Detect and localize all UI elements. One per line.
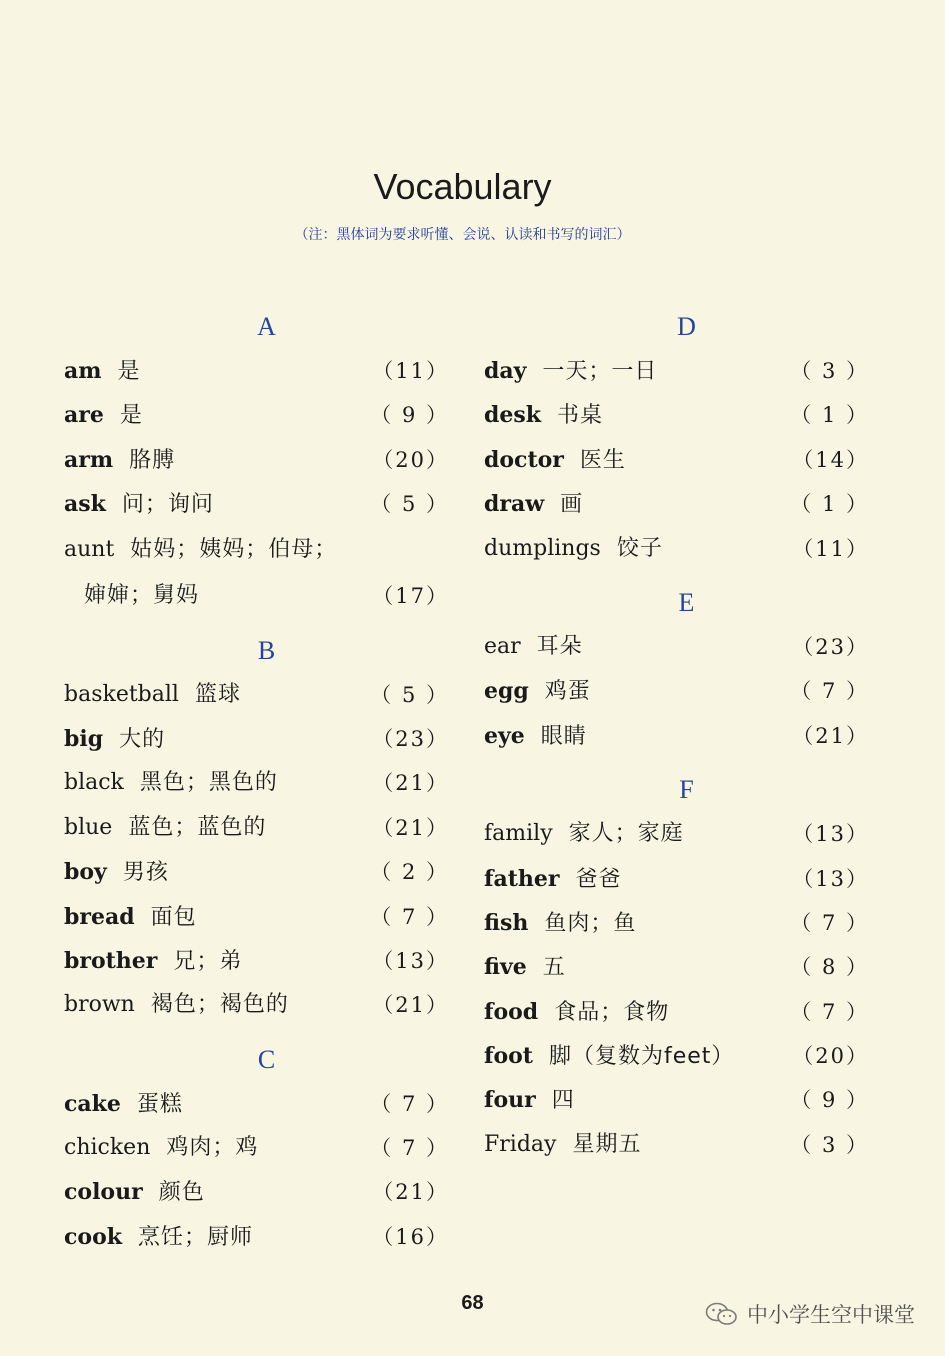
vocab-meaning: 书桌 [557, 403, 604, 429]
vocab-word: brown [64, 992, 135, 1018]
vocab-entry [64, 850, 449, 894]
vocab-entry [484, 625, 869, 669]
vocab-entry [484, 349, 869, 393]
vocab-meaning: 蛋糕 [136, 1091, 183, 1117]
vocab-meaning: 兄；弟 [173, 948, 243, 974]
vocab-unit: （ 7 ） [370, 904, 449, 929]
vocab-meaning: 画 [560, 492, 584, 518]
vocab-entry [484, 669, 869, 713]
vocab-word: arm [64, 446, 114, 473]
vocab-meaning: 家人；家庭 [568, 821, 684, 847]
vocab-meaning: 鸡蛋 [544, 679, 591, 705]
vocab-word: bread [64, 903, 135, 930]
vocab-meaning: 医生 [579, 447, 626, 473]
watermark [705, 1299, 915, 1329]
vocab-meaning: 是 [117, 359, 141, 384]
vocab-word: basketball [64, 681, 179, 707]
vocab-entry [64, 673, 449, 717]
vocab-word: colour [64, 1179, 143, 1206]
vocab-entry [484, 1078, 869, 1122]
vocab-unit: （21） [792, 723, 869, 748]
vocab-meaning: 鸡肉；鸡 [166, 1135, 259, 1161]
vocab-word: father [484, 865, 560, 892]
vocab-entry [484, 945, 869, 989]
vocab-entry [64, 349, 449, 393]
vocab-unit: （16） [372, 1224, 449, 1249]
vocab-meaning: 鱼肉；鱼 [544, 910, 637, 936]
vocab-entry [484, 527, 869, 571]
vocab-word: blue [64, 814, 113, 840]
vocab-unit: （13） [372, 948, 449, 973]
vocab-meaning: 问；询问 [121, 492, 214, 518]
vocab-entry [64, 393, 449, 437]
section-letter: C [257, 1044, 276, 1074]
vocab-unit: （11） [792, 536, 869, 561]
vocab-unit: （13） [792, 866, 869, 891]
section-letter: A [257, 312, 276, 341]
section-letter: F [679, 775, 694, 805]
vocab-entry [64, 939, 449, 983]
page-title: Vocabulary [373, 166, 552, 207]
vocab-unit: （23） [792, 634, 869, 659]
section-e [484, 581, 869, 758]
section-b [64, 629, 449, 1028]
section-letter: D [677, 312, 696, 341]
vocab-word: foot [484, 1043, 533, 1070]
vocab-word: am [64, 358, 102, 384]
vocab-entry [64, 983, 449, 1027]
vocab-unit: （23） [372, 726, 449, 751]
watermark-text: 中小学生空中课堂 [747, 1303, 915, 1327]
vocab-entry [484, 901, 869, 945]
vocab-word: doctor [484, 446, 564, 473]
vocab-unit: （20） [372, 447, 449, 472]
vocab-word: eye [484, 722, 525, 749]
vocab-entry [64, 1215, 449, 1259]
vocab-entry [64, 438, 449, 482]
vocab-unit: （ 9 ） [370, 403, 449, 428]
vocab-word: ear [484, 633, 521, 659]
page-note: （注：黑体词为要求听懂、会说、认读和书写的词汇） [294, 227, 631, 243]
vocab-entry [64, 1170, 449, 1214]
vocab-meaning: 饺子 [616, 535, 663, 561]
section-f [484, 768, 869, 1167]
vocab-meaning: 蓝色；蓝色的 [128, 814, 267, 840]
vocab-word: cake [64, 1090, 121, 1117]
vocab-entry [64, 806, 449, 850]
vocab-word: black [64, 770, 124, 796]
vocab-meaning: 篮球 [194, 681, 241, 707]
vocab-entry [64, 527, 449, 573]
vocab-unit: （ 7 ） [370, 1136, 449, 1161]
vocab-meaning: 烹饪；厨师 [138, 1224, 254, 1250]
vocab-meaning: 黑色；黑色的 [139, 770, 278, 796]
vocab-meaning: 男孩 [122, 860, 169, 886]
vocab-word: food [484, 998, 539, 1025]
vocab-unit: （13） [792, 822, 869, 847]
vocab-unit: （ 7 ） [370, 1091, 449, 1116]
vocab-meaning: 婶婶；舅妈 [84, 582, 200, 608]
vocab-unit: （17） [372, 583, 449, 608]
vocab-unit: （ 5 ） [370, 492, 449, 517]
vocab-meaning: 一天；一日 [542, 359, 658, 384]
vocab-meaning: 颜色 [158, 1180, 205, 1206]
vocab-word: big [64, 725, 104, 752]
vocab-meaning: 姑妈；姨妈；伯母； [130, 536, 338, 562]
vocab-entry [484, 393, 869, 437]
section-c [64, 1038, 449, 1260]
vocab-entry [484, 990, 869, 1034]
vocab-meaning: 大的 [119, 726, 166, 752]
vocab-entry [484, 1123, 869, 1167]
vocab-entry [64, 1126, 449, 1170]
section-letter: B [257, 635, 276, 665]
vocab-meaning: 面包 [150, 904, 197, 930]
vocab-word: brother [64, 947, 158, 974]
vocab-unit: （21） [372, 1180, 449, 1205]
vocab-entry [484, 857, 869, 901]
vocab-unit: （ 5 ） [370, 682, 449, 707]
vocab-unit: （ 1 ） [790, 403, 869, 428]
left-column [64, 305, 449, 1269]
vocab-unit: （21） [372, 815, 449, 840]
vocab-word: desk [484, 402, 542, 429]
vocab-entry [64, 482, 449, 526]
vocab-meaning: 爸爸 [575, 866, 622, 892]
vocab-meaning: 眼睛 [540, 723, 587, 749]
section-a [64, 305, 449, 619]
vocab-entry [484, 714, 869, 758]
vocab-meaning: 四 [551, 1088, 575, 1114]
vocab-unit: （ 9 ） [790, 1088, 869, 1113]
vocab-entry [64, 573, 449, 619]
vocab-unit: （ 2 ） [370, 860, 449, 885]
vocab-unit: （ 3 ） [790, 359, 869, 383]
vocab-meaning: 是 [119, 403, 143, 429]
vocab-unit: （ 3 ） [790, 1132, 869, 1157]
vocab-entry [484, 438, 869, 482]
vocab-word: family [484, 821, 553, 847]
vocab-entry [64, 895, 449, 939]
vocab-meaning: 脚（复数为feet） [548, 1044, 735, 1070]
vocab-entry [64, 1082, 449, 1126]
vocab-meaning: 胳膊 [129, 447, 176, 473]
vocab-unit: （ 8 ） [790, 955, 869, 980]
vocab-meaning: 星期五 [572, 1131, 642, 1157]
section-d [484, 305, 869, 571]
vocab-word: egg [484, 678, 529, 705]
vocab-unit: （21） [372, 771, 449, 796]
vocab-unit: （14） [792, 447, 869, 472]
vocab-unit: （11） [372, 359, 449, 383]
vocab-word: Friday [484, 1131, 557, 1157]
vocab-meaning: 耳朵 [536, 633, 583, 659]
vocab-meaning: 褐色；褐色的 [150, 992, 289, 1018]
vocab-word: boy [64, 859, 107, 886]
vocab-entry [64, 761, 449, 805]
vocab-word: ask [64, 491, 106, 518]
vocab-word: four [484, 1087, 536, 1114]
vocab-word: five [484, 954, 527, 981]
vocab-entry [484, 482, 869, 526]
vocab-word: draw [484, 491, 545, 518]
vocab-word: aunt [64, 536, 115, 562]
section-letter: E [678, 587, 695, 617]
vocab-unit: （20） [792, 1044, 869, 1069]
vocab-entry [484, 812, 869, 856]
vocab-word: are [64, 402, 104, 429]
vocab-unit: （ 1 ） [790, 492, 869, 517]
vocab-unit: （ 7 ） [790, 910, 869, 935]
right-column [484, 305, 869, 1177]
vocab-entry [484, 1034, 869, 1078]
wechat-icon [705, 1301, 739, 1327]
page-number: 68 [461, 1292, 484, 1314]
vocab-word: cook [64, 1223, 122, 1250]
vocab-entry [64, 717, 449, 761]
vocab-meaning: 五 [542, 955, 566, 981]
vocab-meaning: 食品；食物 [554, 999, 670, 1025]
vocab-word: chicken [64, 1135, 151, 1161]
vocab-word: fish [484, 909, 529, 936]
vocab-unit: （ 7 ） [790, 999, 869, 1024]
vocab-unit: （21） [372, 993, 449, 1018]
vocab-word: dumplings [484, 535, 601, 561]
vocab-unit: （ 7 ） [790, 679, 869, 704]
vocab-word: day [484, 358, 527, 384]
